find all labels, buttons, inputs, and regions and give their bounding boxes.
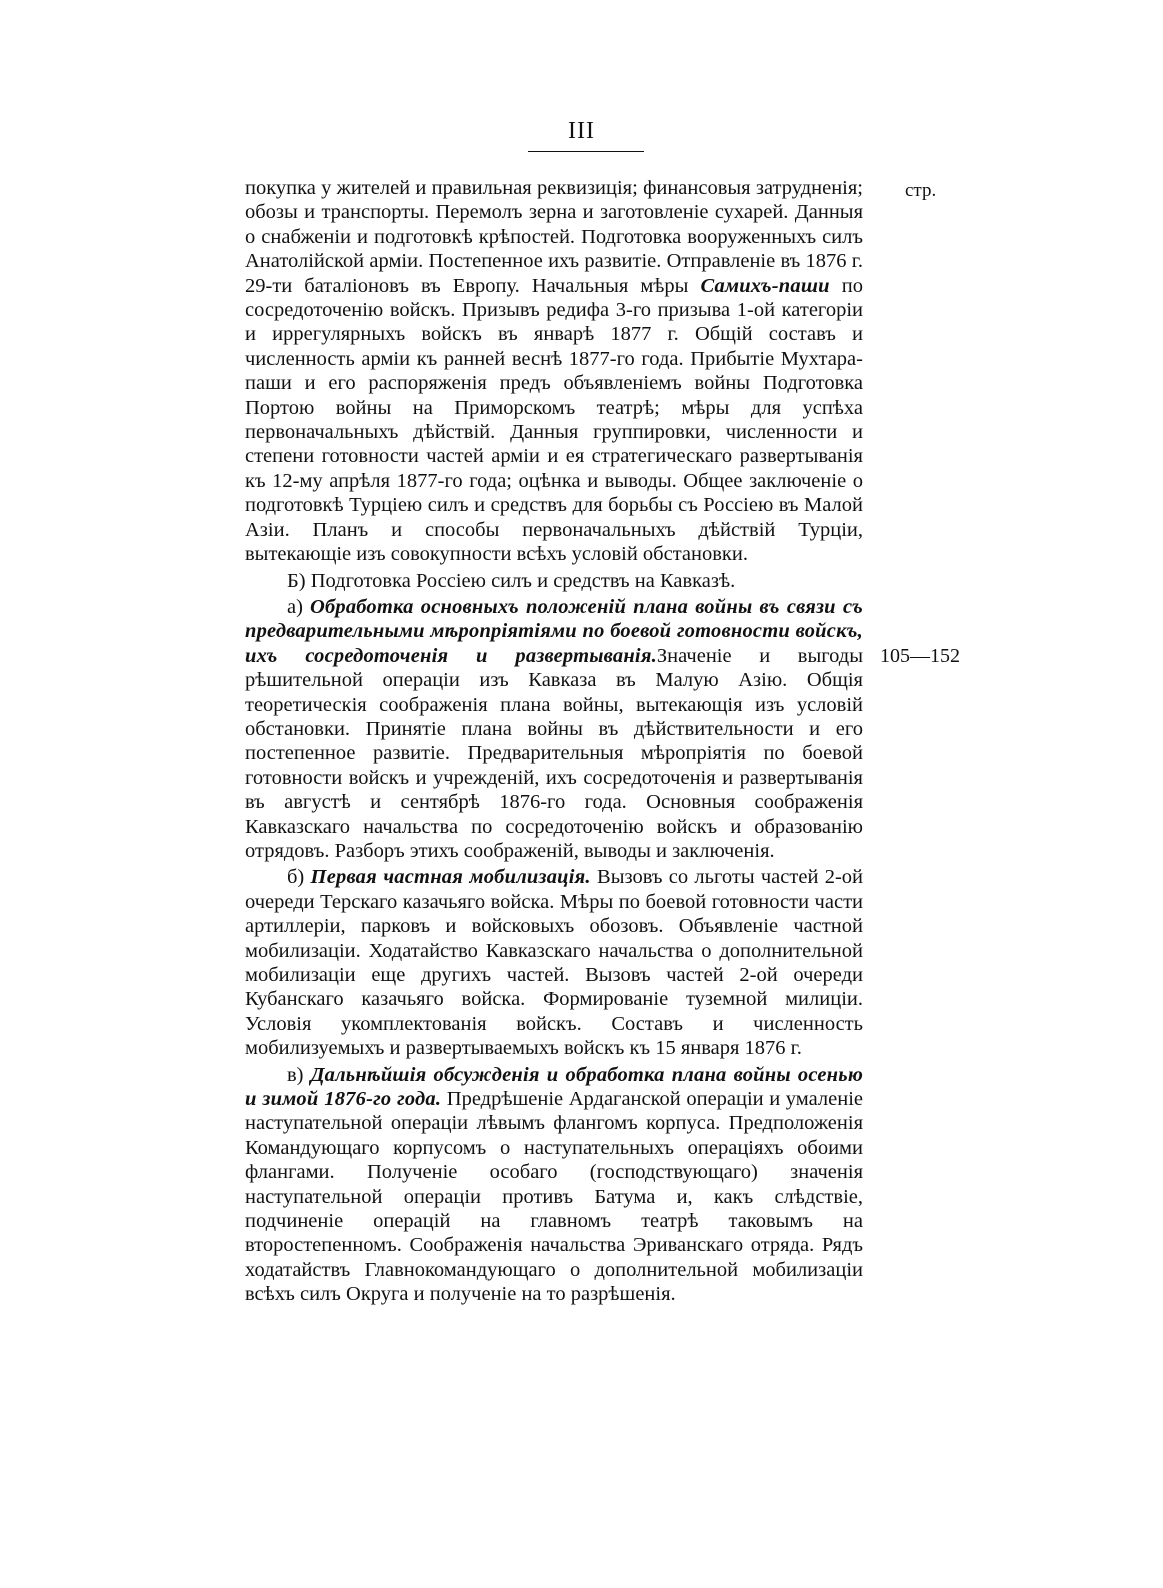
page-number: III — [568, 118, 595, 144]
header-rule — [528, 151, 644, 152]
section-b-title: Б) Подготовка Россіею силъ и средствъ на Кавказѣ. — [287, 569, 736, 592]
sub-a-label: а) — [287, 595, 303, 618]
para1-italic: Самихъ-паши — [700, 274, 830, 297]
para1-tail: по сосредоточенію войскъ. Призывъ редифа 3-го призыва 1-ой категоріи и иррегулярныхъ войскъ въ январѣ 1877 г. Общій составъ и численность арміи къ ранней веснѣ 1877-го года. Прибытіе Мухтара-паши и его распоряженія предъ объявленіемъ войны Подготовка Портою войны на Приморскомъ театрѣ; мѣры для успѣха первоначальныхъ дѣйствій. Данныя группировки, численности и степени готовности частей арміи и ея стратегическаго развертыванія къ 12-му апрѣля 1877-го года; оцѣнка и выводы. Общее заключеніе о подготовкѣ Турціею силъ и средствъ для борьбы съ Россіею въ Малой Азіи. Планъ и способы первоначальныхъ дѣйствій Турціи, вытекающіе изъ совокупности всѣхъ условій обстановки. — [245, 274, 863, 566]
sub-v-label: в) — [287, 1063, 304, 1086]
toc-body — [245, 176, 863, 1307]
subsection-v — [245, 1063, 863, 1307]
paragraph-continuation — [245, 176, 863, 567]
sub-v-text: Предрѣшеніе Ардаганской операціи и умаленіе наступательной операціи лѣвымъ флангомъ корпуса. Предположенія Командующаго корпусомъ о наступательныхъ операціяхъ обоими флангами. Полученіе особаго (господствующаго) значенія наступательной операціи противъ Батума и, какъ слѣдствіе, подчиненіе операцій на главномъ театрѣ таковымъ на второстепенномъ. Соображенія начальства Эриванскаго отряда. Рядъ ходатайствъ Главнокомандующаго о дополнительной мобилизаціи всѣхъ силъ Округа и полученіе на то разрѣшенія. — [245, 1088, 863, 1306]
subsection-b — [245, 865, 863, 1060]
margin-str-label: стр. — [905, 180, 937, 201]
para1-text: покупка у жителей и правильная реквизиція; финансовыя затрудненія; обозы и транспорты. Перемолъ зерна и заготовленіе сухарей. Данныя о снабженіи и подготовкѣ крѣпостей. Подготовка вооруженныхъ силъ Анатолійской арміи. Постепенное ихъ развитіе. Отправленіе въ 1876 г. 29-ти баталіоновъ въ Европу. Начальныя мѣры — [245, 177, 863, 297]
sub-b-italic: Первая частная мобилизація. — [310, 866, 591, 889]
sub-v-italic: Дальнѣйшія обсужденія и обработка плана войны осенью и зимой 1876-го года. — [245, 1063, 863, 1111]
sub-a-italic: Обработка основныхъ положеній плана войны въ связи съ предварительными мѣропріятіями по боевой готовности войскъ, ихъ сосредоточенія и развертыванія. — [245, 595, 863, 667]
margin-page-range: 105—152 — [880, 645, 960, 667]
subsection-a — [245, 595, 863, 863]
sub-a-text: Значеніе и выгоды рѣшительной операціи изъ Кавказа въ Малую Азію. Общія теоретическія соображенія плана войны, вытекающія изъ условій обстановки. Принятіе плана войны въ дѣйствительности и его постепенное развитіе. Предварительныя мѣропріятія по боевой готовности войскъ и учрежденій, ихъ сосредоточенія и развертыванія въ августѣ и сентябрѣ 1876-го года. Основныя соображенія Кавказскаго начальства по сосредоточенію войскъ и образованію отрядовъ. Разборъ этихъ соображеній, выводы и заключенія. — [245, 644, 863, 862]
sub-b-label: б) — [287, 866, 305, 889]
sub-b-text: Вызовъ со льготы частей 2-ой очереди Терскаго казачьяго войска. Мѣры по боевой готовности части артиллеріи, парковъ и войсковыхъ обозовъ. Объявленіе частной мобилизаціи. Ходатайство Кавказскаго начальства о дополнительной мобилизаціи еще другихъ частей. Вызовъ частей 2-ой очереди Кубанскаго казачьяго войска. Формированіе туземной милиціи. Условія укомплектованія войскъ. Составъ и численность мобилизуемыхъ и развертываемыхъ войскъ къ 15 января 1876 г. — [245, 866, 863, 1060]
